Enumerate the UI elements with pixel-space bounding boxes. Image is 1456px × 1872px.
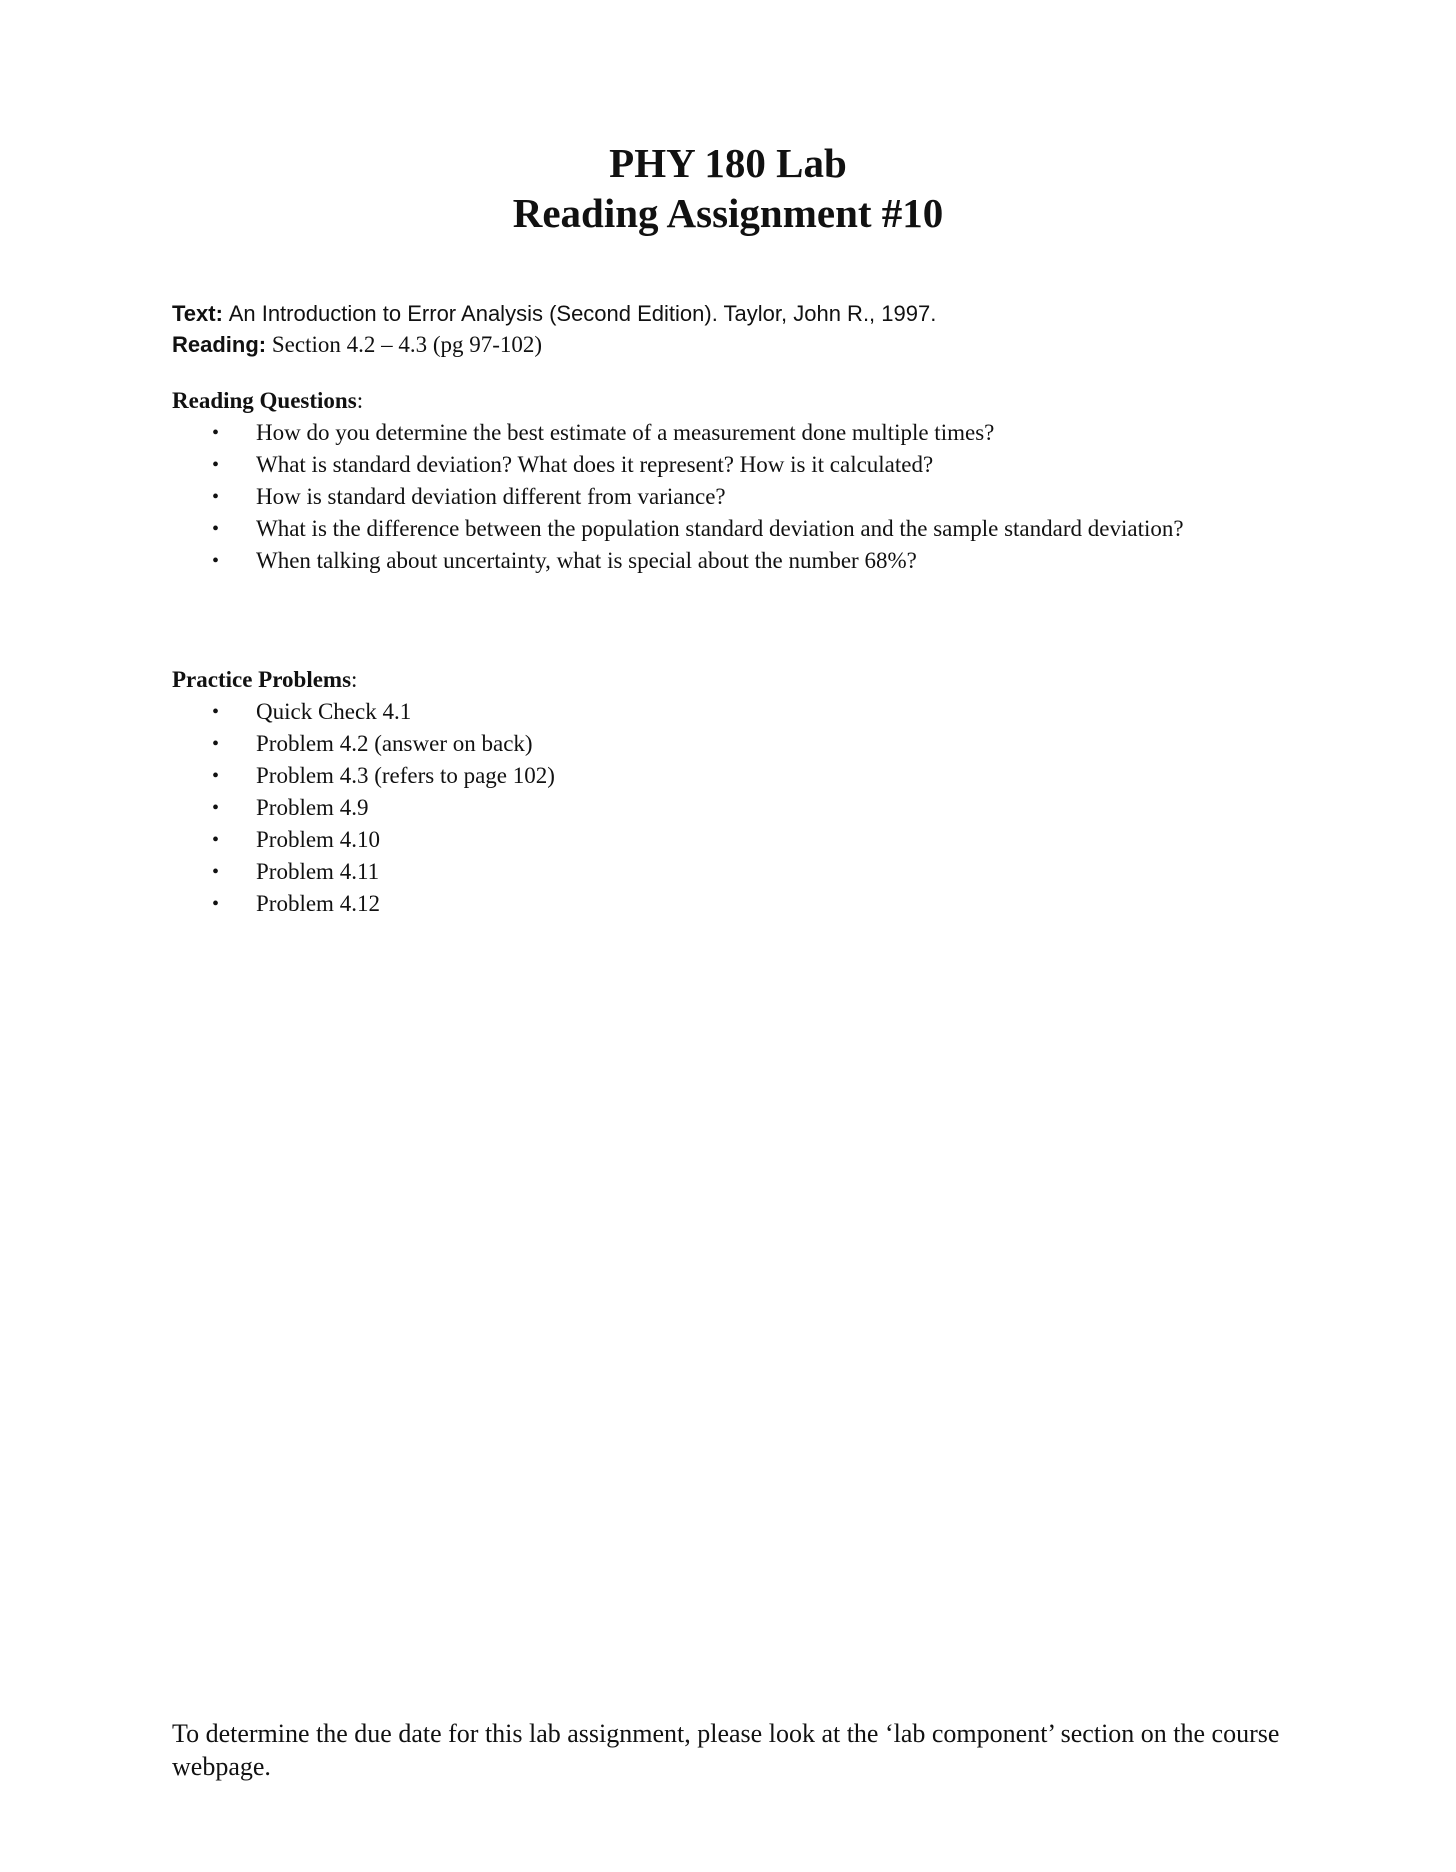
list-item-text: Quick Check 4.1 bbox=[256, 699, 412, 724]
list-item-text: Problem 4.12 bbox=[256, 891, 380, 916]
bullet-icon: • bbox=[212, 765, 220, 787]
list-item-text: Problem 4.9 bbox=[256, 795, 369, 820]
list-item bbox=[172, 449, 1286, 481]
text-reference bbox=[172, 298, 1322, 329]
title-course: PHY 180 Lab bbox=[609, 140, 847, 186]
bullet-icon: • bbox=[212, 454, 220, 476]
list-item bbox=[172, 728, 1286, 760]
reference-block bbox=[172, 298, 1322, 360]
page-title bbox=[0, 138, 1456, 238]
list-item-text: How is standard deviation different from variance? bbox=[256, 484, 726, 509]
list-item-text: Problem 4.2 (answer on back) bbox=[256, 731, 533, 756]
list-item bbox=[172, 856, 1286, 888]
practice-problems-section bbox=[172, 664, 1322, 920]
list-item bbox=[172, 888, 1286, 920]
bullet-icon: • bbox=[212, 797, 220, 819]
bullet-icon: • bbox=[212, 486, 220, 508]
text-label: Text: bbox=[172, 301, 223, 326]
list-item-text: When talking about uncertainty, what is special about the number 68%? bbox=[256, 548, 917, 573]
bullet-icon: • bbox=[212, 422, 220, 444]
list-item-text: Problem 4.11 bbox=[256, 859, 380, 884]
reading-reference bbox=[172, 329, 1322, 360]
list-item bbox=[172, 760, 1286, 792]
list-item bbox=[172, 545, 1286, 577]
list-item bbox=[172, 481, 1286, 513]
list-item bbox=[172, 792, 1286, 824]
reading-value: Section 4.2 – 4.3 (pg 97-102) bbox=[271, 332, 543, 357]
list-item bbox=[172, 417, 1286, 449]
reading-label: Reading: bbox=[172, 332, 267, 357]
practice-problems-heading: Practice Problems: bbox=[172, 667, 358, 692]
title-assignment: Reading Assignment #10 bbox=[512, 190, 944, 236]
bullet-icon: • bbox=[212, 829, 220, 851]
list-item bbox=[172, 513, 1286, 545]
bullet-icon: • bbox=[212, 733, 220, 755]
list-item-text: How do you determine the best estimate of a measurement done multiple times? bbox=[256, 420, 995, 445]
bullet-icon: • bbox=[212, 518, 220, 540]
practice-problems-list bbox=[172, 696, 1322, 920]
reading-questions-heading: Reading Questions: bbox=[172, 388, 364, 413]
bullet-icon: • bbox=[212, 893, 220, 915]
list-item-text: What is the difference between the population standard deviation and the sample standard deviation? bbox=[256, 516, 1184, 541]
bullet-icon: • bbox=[212, 701, 220, 723]
text-value: An Introduction to Error Analysis (Second Edition). Taylor, John R., 1997. bbox=[228, 301, 937, 326]
due-date-note: To determine the due date for this lab assignment, please look at the ‘lab component’ section on the course webpage. bbox=[172, 1719, 1280, 1781]
list-item bbox=[172, 696, 1286, 728]
bullet-icon: • bbox=[212, 861, 220, 883]
list-item bbox=[172, 824, 1286, 856]
reading-questions-section bbox=[172, 385, 1322, 577]
list-item-text: Problem 4.10 bbox=[256, 827, 380, 852]
list-item-text: What is standard deviation? What does it represent? How is it calculated? bbox=[256, 452, 934, 477]
list-item-text: Problem 4.3 (refers to page 102) bbox=[256, 763, 555, 788]
bullet-icon: • bbox=[212, 550, 220, 572]
reading-questions-list bbox=[172, 417, 1322, 577]
